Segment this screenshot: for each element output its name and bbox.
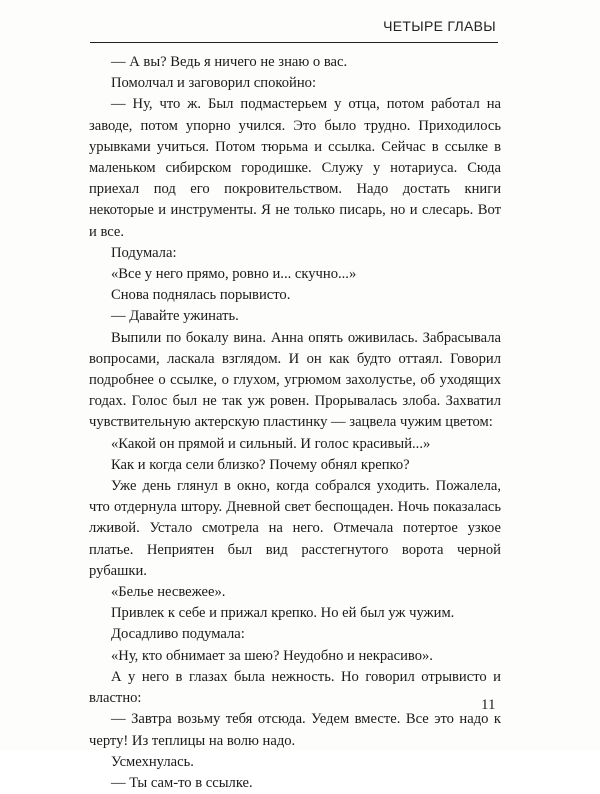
paragraph: Снова поднялась порывисто. <box>111 287 291 304</box>
header-rule <box>90 42 498 43</box>
paragraph: А у него в глазах была нежность. Но говорил отрывисто и властно: <box>89 668 501 707</box>
body-text <box>89 52 501 794</box>
paragraph: — А вы? Ведь я ничего не знаю о вас. <box>111 54 348 70</box>
page-number: 11 <box>481 697 496 713</box>
paragraph: — Завтра возьму тебя отсюда. Уедем вместе. Все это надо к черту! Из теплицы на волю надо. <box>89 711 501 749</box>
paragraph: Выпили по бокалу вина. Анна опять оживилась. Забрасывала вопросами, ласкала взглядом. И он как будто оттаял. Говорил подробнее о ссылке, о глухом, угрюмом захолустье, об уходящих годах. Голос был не так уж ровен. Прорывалась злоба. Захватил чувствительную актерскую пластинку — зацвела чужим цветом: <box>89 329 501 431</box>
paragraph: — Ну, что ж. Был подмастерьем у отца, потом работал на заводе, потом упорно учился. Это было трудно. Приходилось урывками учиться. Потом тюрьма и ссылка. Сейчас в ссылке в маленьком сибирском городишке. Служу у нотариуса. Сюда приехал под его покровительством. Надо достать книги некоторые и инструменты. Я не только писарь, но и слесарь. Вот и все. <box>89 96 501 240</box>
paragraph: Досадливо подумала: <box>111 626 245 643</box>
paragraph: — Давайте ужинать. <box>111 308 239 325</box>
paragraph: Подумала: <box>111 244 177 261</box>
paragraph: — Ты сам-то в ссылке. <box>111 774 253 791</box>
paragraph: «Все у него прямо, ровно и... скучно...» <box>111 266 357 283</box>
paragraph: Уже день глянул в окно, когда собрался уходить. Пожалела, что отдернула штору. Дневной свет беспощаден. Ночь показалась лживой. Устало смотрела на него. Отмечала потертое узкое платье. Неприятен был вид расстегнутого ворота черной рубашки. <box>89 478 501 579</box>
paragraph: «Ну, кто обнимает за шею? Неудобно и некрасиво». <box>111 647 433 664</box>
paragraph: Привлек к себе и прижал крепко. Но ей был уж чужим. <box>111 605 455 622</box>
paragraph: «Какой он прямой и сильный. И голос красивый...» <box>111 435 431 452</box>
paragraph: Как и когда сели близко? Почему обнял крепко? <box>111 456 410 473</box>
paragraph: Помолчал и заговорил спокойно: <box>111 75 317 92</box>
paragraph: «Белье несвежее». <box>111 584 226 601</box>
paragraph: Усмехнулась. <box>111 753 194 770</box>
running-head: ЧЕТЫРЕ ГЛАВЫ <box>383 18 496 34</box>
